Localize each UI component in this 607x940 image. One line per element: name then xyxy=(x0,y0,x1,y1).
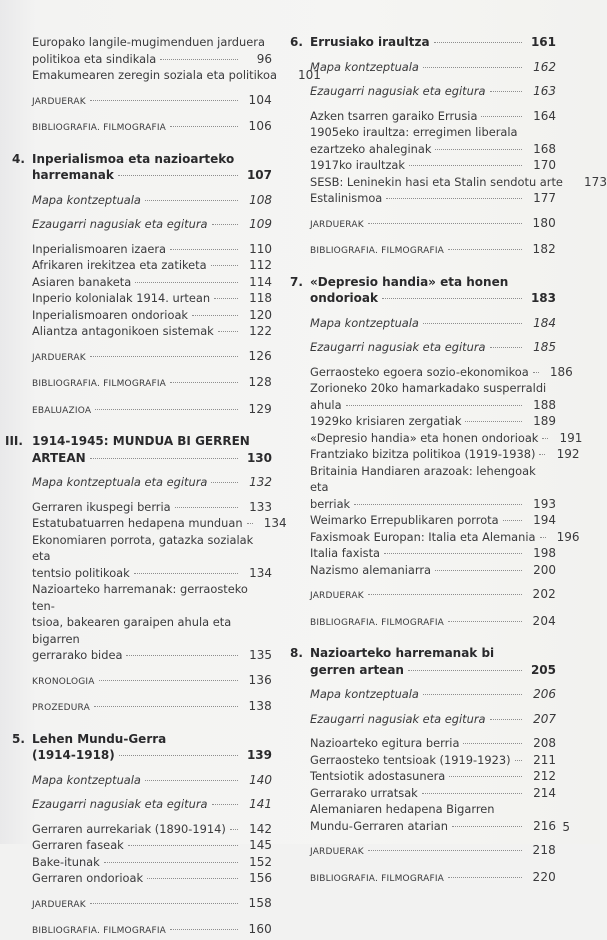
entry-title-line: Mapa kontzeptuala xyxy=(310,315,419,330)
entry-page-number: 168 xyxy=(533,141,556,156)
dot-leader xyxy=(90,100,238,101)
toc-entry xyxy=(32,532,272,582)
entry-title-line: Weimarko Errepublikaren porrota xyxy=(310,513,499,527)
entry-title-line: Britainia Handiaren arazoak: lehengoak eta xyxy=(310,463,536,494)
entry-title-line: Errusiako iraultza xyxy=(310,35,430,49)
dot-leader xyxy=(175,507,238,508)
entry-title-line: Lehen Mundu-Gerra xyxy=(32,731,167,746)
dot-leader xyxy=(192,315,238,316)
toc-entry xyxy=(32,837,272,854)
dot-leader xyxy=(95,409,238,410)
toc-entry xyxy=(310,241,556,260)
entry-title-line: Alemaniaren hedapena Bigarren xyxy=(310,802,495,816)
entry-title-line: Asiaren banaketa xyxy=(32,274,132,289)
entry-page-number: 180 xyxy=(532,215,556,230)
toc-entry xyxy=(32,118,272,137)
entry-page-number: 126 xyxy=(248,348,272,363)
toc-entry xyxy=(310,315,556,332)
entry-page-number: 202 xyxy=(532,587,556,601)
toc-entry xyxy=(310,801,556,834)
chapter-number: III. xyxy=(5,434,23,448)
entry-title-line: 1914-1945: MUNDUA BI GERREN xyxy=(32,434,250,448)
entry-title-line: Inperialismoaren ondorioak xyxy=(32,307,189,322)
entry-page-number: 120 xyxy=(249,307,272,322)
dot-leader xyxy=(542,438,548,439)
entry-title-line: 1929ko krisiaren zergatiak xyxy=(310,414,462,428)
dot-leader xyxy=(212,224,238,225)
toc-chapter-entry xyxy=(12,151,272,184)
entry-page-number: 191 xyxy=(559,430,583,445)
toc-entry xyxy=(32,698,272,717)
toc-entry xyxy=(310,215,556,234)
dot-leader xyxy=(118,175,238,176)
chapter-number: 6. xyxy=(290,35,303,49)
dot-leader xyxy=(423,323,522,324)
toc-entry xyxy=(310,529,580,546)
dot-leader xyxy=(90,356,238,357)
entry-title-line: Emakumearen zeregin soziala eta politikoa xyxy=(32,68,277,82)
dot-leader xyxy=(515,760,522,761)
dot-leader xyxy=(170,382,238,383)
dot-leader xyxy=(90,458,238,459)
toc-entry xyxy=(32,672,272,691)
entry-title-line: Bake-itunak xyxy=(32,854,100,869)
entry-title-line: ARTEAN xyxy=(32,450,86,465)
dot-leader xyxy=(409,165,522,166)
toc-entry xyxy=(310,735,556,752)
entry-page-number: 104 xyxy=(248,92,272,107)
entry-title-line: Europako langile-mugimenduen jarduera xyxy=(32,35,265,49)
dot-leader xyxy=(104,862,238,863)
dot-leader xyxy=(465,421,522,422)
entry-page-number: 130 xyxy=(246,450,272,465)
toc-entry xyxy=(32,257,272,274)
entry-page-number: 122 xyxy=(249,324,272,338)
toc-entry xyxy=(310,83,556,100)
dot-leader xyxy=(160,59,238,60)
dot-leader xyxy=(145,200,238,201)
toc-entry xyxy=(32,474,272,491)
entry-page-number: 108 xyxy=(249,192,272,207)
entry-title-line: berriak xyxy=(310,496,351,511)
entry-title-line: JARDUERAK xyxy=(310,847,364,857)
entry-title-line: Aliantza antagonikoen sistemak xyxy=(32,324,214,338)
entry-page-number: 109 xyxy=(249,217,272,231)
dot-leader xyxy=(170,126,238,127)
entry-page-number: 162 xyxy=(533,59,556,74)
dot-leader xyxy=(490,91,522,92)
dot-leader xyxy=(211,265,238,266)
entry-title-line: Ezaugarri nagusiak eta egitura xyxy=(310,84,486,98)
toc-entry xyxy=(32,290,272,307)
entry-title-line: Gerraren ikuspegi berria xyxy=(32,499,171,514)
dot-leader xyxy=(90,903,238,904)
toc-entry xyxy=(310,752,556,769)
dot-leader xyxy=(94,706,238,707)
toc-entry xyxy=(310,586,556,605)
toc-entry xyxy=(32,323,272,340)
entry-title-line: politikoa eta sindikala xyxy=(32,51,157,66)
dot-leader xyxy=(435,570,522,571)
dot-leader xyxy=(382,298,522,299)
chapter-number: 5. xyxy=(12,731,25,746)
entry-title-line: Faxismoak Europan: Italia eta Alemania xyxy=(310,529,536,544)
dot-leader xyxy=(211,482,238,483)
toc-entry xyxy=(310,413,556,430)
entry-title-line: Inperio kolonialak 1914. urtean xyxy=(32,291,211,305)
entry-page-number: 184 xyxy=(533,315,556,330)
dot-leader xyxy=(540,537,546,538)
entry-title-line: JARDUERAK xyxy=(310,219,364,230)
dot-leader xyxy=(170,249,238,250)
entry-page-number: 110 xyxy=(249,241,272,256)
toc-entry xyxy=(32,241,272,258)
entry-page-number: 114 xyxy=(249,274,272,289)
entry-title-line: JARDUERAK xyxy=(32,899,86,910)
entry-page-number: 134 xyxy=(249,565,272,580)
toc-entry xyxy=(310,711,556,728)
toc-entry xyxy=(32,895,272,914)
entry-page-number: 194 xyxy=(533,513,556,527)
dot-leader xyxy=(126,655,238,656)
entry-page-number: 189 xyxy=(533,414,556,428)
entry-title-line: Estalinismoa xyxy=(310,191,383,205)
entry-title-line: tsioa, bakearen garaipen ahula eta bigarren xyxy=(32,615,232,646)
toc-entry xyxy=(310,190,556,207)
entry-page-number: 177 xyxy=(533,191,556,205)
toc-entry xyxy=(310,364,573,381)
entry-page-number: 207 xyxy=(533,711,556,726)
dot-leader xyxy=(422,793,522,794)
dot-leader xyxy=(463,743,522,744)
entry-title-line: Zorioneko 20ko hamarkadako susperraldi xyxy=(310,381,547,395)
dot-leader xyxy=(145,780,238,781)
entry-page-number: 138 xyxy=(248,699,272,713)
entry-title-line: Azken tsarren garaiko Errusia xyxy=(310,108,478,123)
dot-leader xyxy=(218,331,238,332)
entry-page-number: 163 xyxy=(533,84,556,98)
entry-title-line: ezartzeko ahaleginak xyxy=(310,141,432,156)
entry-page-number: 112 xyxy=(249,258,272,272)
entry-title-line: BIBLIOGRAFIA. FILMOGRAFIA xyxy=(32,379,167,389)
entry-page-number: 193 xyxy=(533,496,556,511)
entry-title-line: Inperialismoaren izaera xyxy=(32,241,167,256)
toc-entry xyxy=(32,401,272,420)
entry-title-line: EBALUAZIOA xyxy=(32,405,92,416)
dot-leader xyxy=(539,454,545,455)
entry-page-number: 101 xyxy=(298,68,321,82)
toc-entry xyxy=(32,348,272,367)
entry-title-line: KRONOLOGIA xyxy=(32,676,95,687)
entry-title-line: Gerraren aurrekariak (1890-1914) xyxy=(32,821,226,836)
entry-page-number: 133 xyxy=(249,499,272,514)
dot-leader xyxy=(448,877,522,878)
entry-title-line: ahula xyxy=(310,397,342,412)
toc-entry xyxy=(310,157,556,174)
toc-left-column xyxy=(5,34,321,940)
entry-page-number: 188 xyxy=(533,397,556,412)
toc-entry xyxy=(32,192,272,209)
toc-entry xyxy=(310,785,556,802)
entry-page-number: 152 xyxy=(249,854,272,869)
toc-entry xyxy=(310,59,556,76)
entry-title-line: ondorioak xyxy=(310,291,378,305)
entry-page-number: 198 xyxy=(533,546,556,560)
entry-page-number: 139 xyxy=(246,748,272,762)
entry-title-line: Frantziako bizitza politikoa (1919-1938) xyxy=(310,447,536,461)
toc-chapter-entry xyxy=(290,645,556,678)
entry-title-line: Afrikaren irekitzea eta zatiketa xyxy=(32,258,207,272)
dot-leader xyxy=(423,67,522,68)
entry-page-number: 183 xyxy=(530,291,556,305)
entry-page-number: 140 xyxy=(249,772,272,787)
entry-title-line: JARDUERAK xyxy=(32,352,86,363)
entry-title-line: gerrarako bidea xyxy=(32,648,123,662)
dot-leader xyxy=(128,845,238,846)
dot-leader xyxy=(490,719,522,720)
entry-page-number: 106 xyxy=(248,119,272,133)
dot-leader xyxy=(212,804,238,805)
entry-page-number: 218 xyxy=(532,843,556,857)
toc-chapter-entry xyxy=(290,274,556,307)
toc-entry xyxy=(32,821,272,838)
entry-page-number: 220 xyxy=(532,869,556,884)
toc-entry xyxy=(32,870,272,887)
toc-entry xyxy=(32,307,272,324)
entry-page-number: 205 xyxy=(530,662,556,677)
toc-entry xyxy=(310,446,580,463)
toc-entry xyxy=(310,842,556,861)
entry-title-line: Mapa kontzeptuala xyxy=(310,59,419,74)
entry-title-line: Nazismo alemaniarra xyxy=(310,562,432,577)
toc-entry xyxy=(32,515,287,532)
toc-entry xyxy=(310,108,556,125)
entry-page-number: 135 xyxy=(249,648,272,662)
entry-page-number: 200 xyxy=(533,562,556,577)
dot-leader xyxy=(134,573,238,574)
entry-page-number: 182 xyxy=(532,242,556,256)
dot-leader xyxy=(214,298,238,299)
toc-entry xyxy=(32,921,272,940)
entry-page-number: 142 xyxy=(249,821,272,836)
toc-entry xyxy=(310,174,607,191)
toc-entry xyxy=(32,772,272,789)
entry-title-line: Nazioarteko egitura berria xyxy=(310,736,460,750)
toc-entry xyxy=(32,854,272,871)
toc-entry xyxy=(32,499,272,516)
dot-leader xyxy=(230,829,238,830)
dot-leader xyxy=(533,372,539,373)
dot-leader xyxy=(435,149,522,150)
dot-leader xyxy=(119,755,238,756)
entry-title-line: 1917ko iraultzak xyxy=(310,158,406,172)
entry-title-line: Ekonomiaren porrota, gatazka sozialak eta xyxy=(32,532,254,563)
toc-entry xyxy=(310,686,556,703)
entry-title-line: Ezaugarri nagusiak eta egitura xyxy=(310,711,486,726)
entry-page-number: 170 xyxy=(533,158,556,172)
toc-entry xyxy=(310,463,556,513)
entry-title-line: Mapa kontzeptuala xyxy=(32,772,141,787)
toc-entry xyxy=(32,67,321,84)
toc-entry xyxy=(310,562,556,579)
entry-page-number: 145 xyxy=(249,838,272,852)
entry-title-line: «Depresio handia» eta honen ondorioak xyxy=(310,430,539,445)
toc-entry xyxy=(310,512,556,529)
entry-title-line: Ezaugarri nagusiak eta egitura xyxy=(32,797,208,811)
entry-title-line: BIBLIOGRAFIA. FILMOGRAFIA xyxy=(32,926,167,936)
toc-entry xyxy=(32,34,272,67)
entry-page-number: 173 xyxy=(584,174,607,189)
entry-title-line: Gerrarako urratsak xyxy=(310,785,418,800)
entry-page-number: 134 xyxy=(263,516,287,530)
dot-leader xyxy=(449,776,522,777)
dot-leader xyxy=(423,694,522,695)
dot-leader xyxy=(503,520,522,521)
entry-title-line: Mapa kontzeptuala xyxy=(32,192,141,207)
entry-title-line: Italia faxista xyxy=(310,546,381,560)
dot-leader xyxy=(170,929,238,930)
dot-leader xyxy=(434,42,522,43)
entry-page-number: 185 xyxy=(533,340,556,354)
entry-page-number: 136 xyxy=(248,672,272,687)
entry-page-number: 216 xyxy=(533,818,556,833)
toc-entry xyxy=(310,869,556,888)
entry-title-line: JARDUERAK xyxy=(32,96,86,107)
toc-entry xyxy=(310,380,556,413)
toc-entry xyxy=(310,124,556,157)
toc-entry xyxy=(310,768,556,785)
entry-page-number: 160 xyxy=(248,922,272,936)
chapter-number: 7. xyxy=(290,274,303,289)
entry-title-line: Nazioarteko harremanak bi xyxy=(310,646,495,660)
dot-leader xyxy=(346,405,522,406)
entry-title-line: BIBLIOGRAFIA. FILMOGRAFIA xyxy=(310,873,445,884)
entry-title-line: (1914-1918) xyxy=(32,748,115,762)
entry-title-line: BIBLIOGRAFIA. FILMOGRAFIA xyxy=(32,123,167,133)
entry-title-line: BIBLIOGRAFIA. FILMOGRAFIA xyxy=(310,617,445,628)
dot-leader xyxy=(247,523,253,524)
entry-title-line: Mapa kontzeptuala eta egitura xyxy=(32,475,208,489)
dot-leader xyxy=(408,670,522,671)
entry-title-line: Tentsiotik adostasunera xyxy=(310,769,446,783)
entry-page-number: 204 xyxy=(532,613,556,628)
entry-title-line: tentsio politikoak xyxy=(32,565,130,580)
toc-chapter-entry xyxy=(290,34,556,51)
toc-chapter-entry xyxy=(5,433,272,466)
entry-page-number: 211 xyxy=(533,752,556,767)
toc-entry xyxy=(310,339,556,356)
entry-title-line: harremanak xyxy=(32,168,114,182)
toc-entry xyxy=(310,613,556,632)
dot-leader xyxy=(368,594,522,595)
page-number: 5 xyxy=(562,820,570,834)
entry-page-number: 212 xyxy=(533,769,556,783)
entry-page-number: 208 xyxy=(533,736,556,750)
dot-leader xyxy=(452,826,522,827)
entry-page-number: 128 xyxy=(248,375,272,389)
entry-title-line: BIBLIOGRAFIA. FILMOGRAFIA xyxy=(310,246,445,256)
toc-entry xyxy=(310,430,583,447)
entry-page-number: 206 xyxy=(533,687,556,701)
dot-leader xyxy=(384,553,522,554)
dot-leader xyxy=(368,223,522,224)
entry-title-line: PROZEDURA xyxy=(32,703,90,713)
dot-leader xyxy=(448,621,522,622)
dot-leader xyxy=(147,878,238,879)
entry-title-line: Mapa kontzeptuala xyxy=(310,687,419,701)
entry-title-line: Gerraosteko egoera sozio-ekonomikoa xyxy=(310,364,529,379)
entry-page-number: 186 xyxy=(549,364,573,379)
entry-page-number: 118 xyxy=(249,291,272,305)
entry-title-line: Gerraren ondorioak xyxy=(32,871,144,885)
entry-title-line: Mundu-Gerraren atarian xyxy=(310,818,448,833)
entry-title-line: Inperialismoa eta nazioarteko xyxy=(32,151,235,166)
dot-leader xyxy=(99,680,238,681)
entry-title-line: Gerraren faseak xyxy=(32,838,124,852)
entry-page-number: 196 xyxy=(556,529,580,544)
entry-page-number: 164 xyxy=(533,108,556,123)
toc-entry xyxy=(32,581,272,664)
chapter-number: 4. xyxy=(12,151,25,166)
dot-leader xyxy=(354,504,522,505)
entry-title-line: Estatubatuarren hedapena munduan xyxy=(32,516,243,530)
dot-leader xyxy=(448,249,522,250)
toc-entry xyxy=(32,216,272,233)
entry-title-line: SESB: Leninekin hasi eta Stalin sendotu arte xyxy=(310,174,563,189)
dot-leader xyxy=(135,282,238,283)
dot-leader xyxy=(386,198,522,199)
entry-title-line: Gerraosteko tentsioak (1919-1923) xyxy=(310,752,511,767)
entry-title-line: JARDUERAK xyxy=(310,591,364,601)
toc-entry xyxy=(32,796,272,813)
entry-title-line: 1905eko iraultza: erregimen liberala xyxy=(310,125,518,139)
toc-entry xyxy=(310,545,556,562)
dot-leader xyxy=(368,850,522,851)
entry-page-number: 96 xyxy=(256,51,272,66)
entry-page-number: 141 xyxy=(249,797,272,811)
entry-title-line: Ezaugarri nagusiak eta egitura xyxy=(32,217,208,231)
entry-page-number: 214 xyxy=(533,785,556,800)
entry-page-number: 107 xyxy=(246,168,272,182)
entry-title-line: «Depresio handia» eta honen xyxy=(310,274,509,289)
chapter-number: 8. xyxy=(290,646,303,660)
toc-entry xyxy=(32,374,272,393)
entry-title-line: Ezaugarri nagusiak eta egitura xyxy=(310,340,486,354)
entry-page-number: 156 xyxy=(249,871,272,885)
toc-chapter-entry xyxy=(12,731,272,764)
toc-entry xyxy=(32,274,272,291)
dot-leader xyxy=(490,347,522,348)
entry-title-line: gerren artean xyxy=(310,662,404,677)
entry-page-number: 132 xyxy=(249,475,272,489)
entry-page-number: 161 xyxy=(530,35,556,49)
entry-page-number: 158 xyxy=(248,895,272,910)
dot-leader xyxy=(481,116,522,117)
toc-entry xyxy=(32,92,272,111)
entry-page-number: 192 xyxy=(556,447,580,461)
entry-title-line: Nazioarteko harremanak: gerraosteko ten- xyxy=(32,582,248,613)
entry-page-number: 129 xyxy=(248,401,272,416)
